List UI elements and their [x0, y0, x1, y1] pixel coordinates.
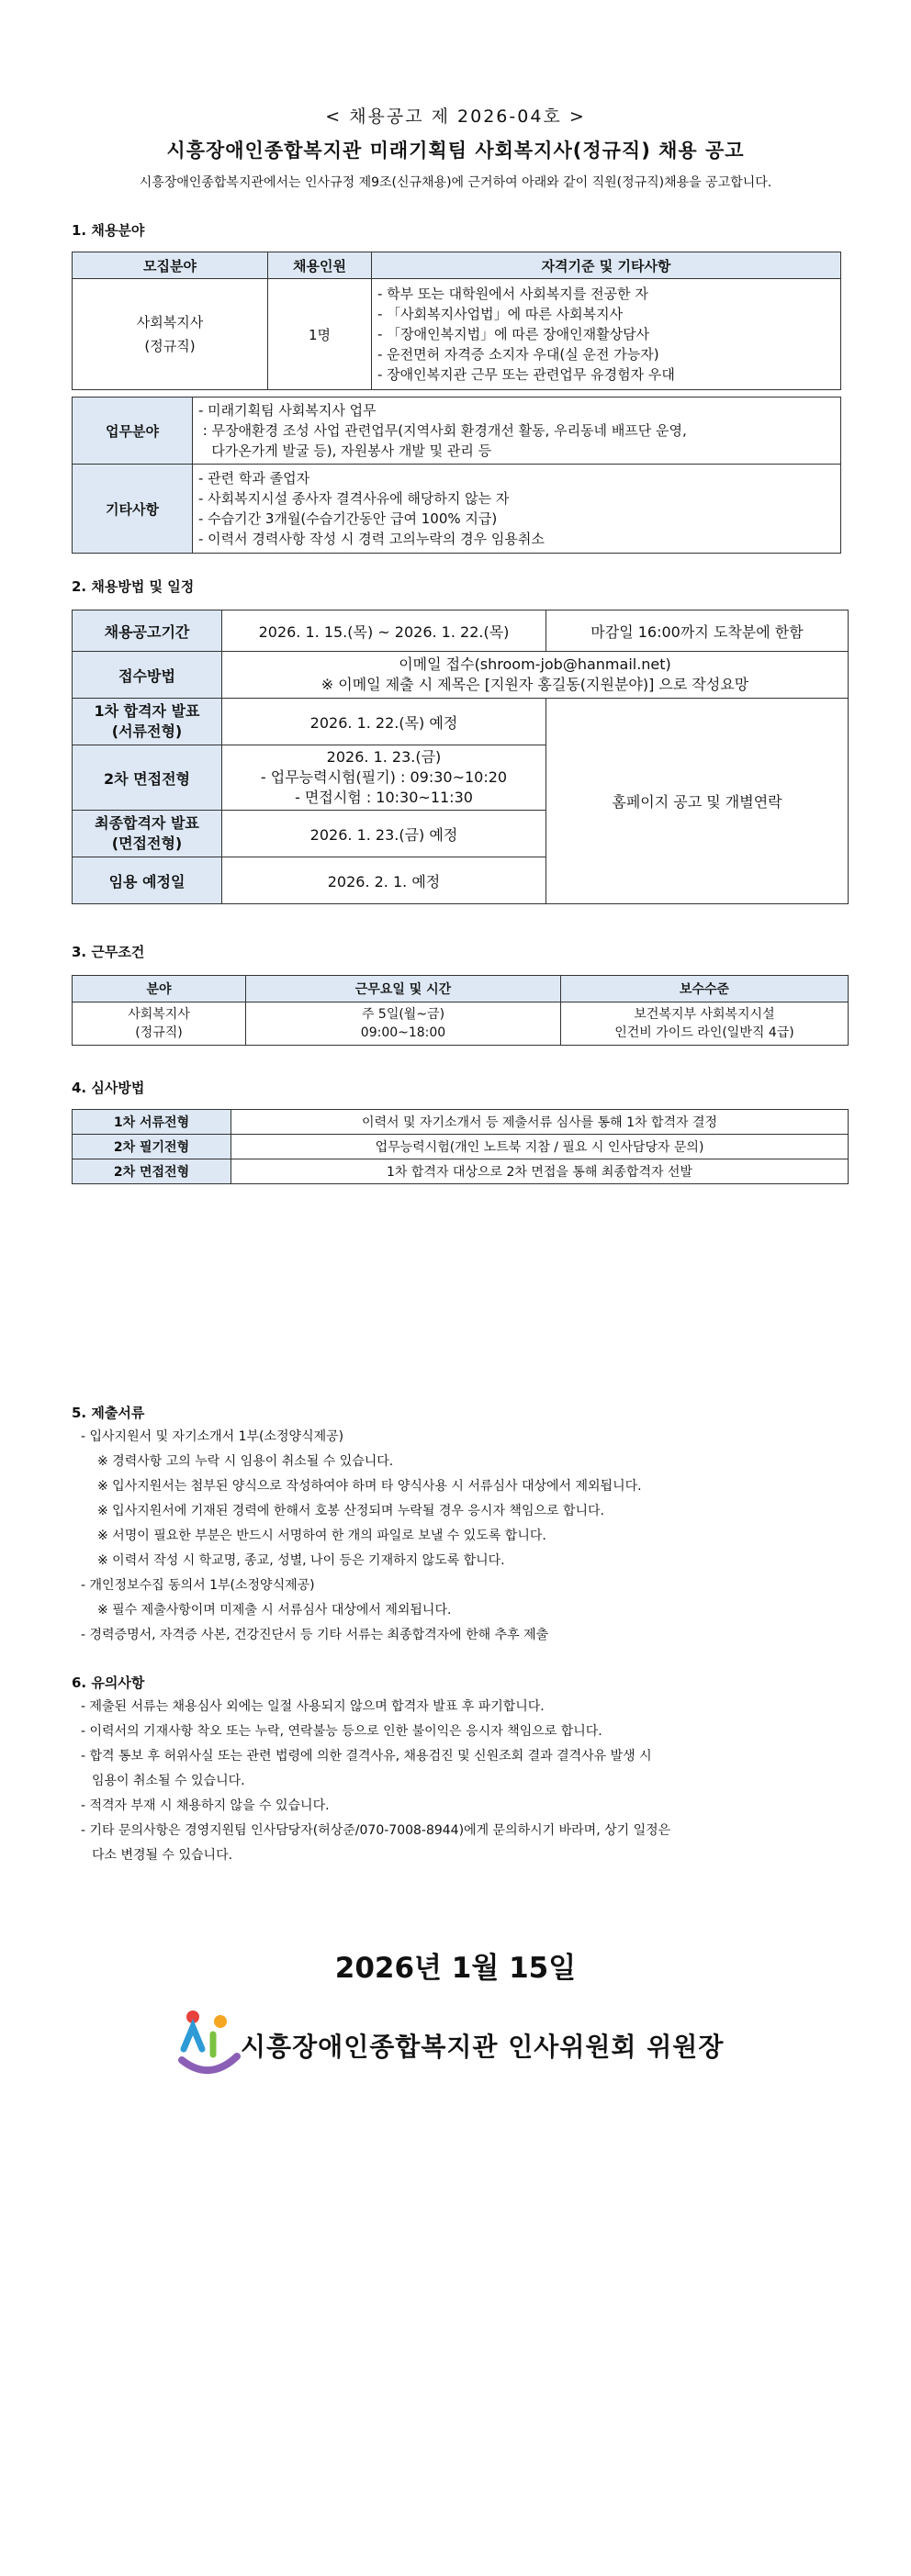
- review-label: 2차 필기전형: [73, 1135, 231, 1159]
- list-item: ※ 이력서 작성 시 학교명, 종교, 성별, 나이 등은 기재하지 않도록 합니다.: [97, 1553, 505, 1568]
- position-name: 사회복지사: [136, 314, 204, 330]
- page-title: 시흥장애인종합복지관 미래기획팀 사회복지사(정규직) 채용 공고: [166, 140, 745, 162]
- interview-cell: [222, 745, 546, 811]
- list-item: ※ 필수 제출사항이며 미제출 시 서류심사 대상에서 제외됩니다.: [97, 1603, 452, 1618]
- list-item: ※ 입사지원서에 기재된 경력에 한해서 호봉 산정되며 누락될 경우 응시자 책임으로 합니다.: [97, 1504, 604, 1518]
- notice-number: < 채용공고 제 2026-04호 >: [325, 106, 586, 127]
- duty-line: - 미래기획팀 사회복지사 업무: [198, 402, 377, 419]
- count-cell: 1명: [268, 279, 372, 390]
- list-item: - 이력서의 기재사항 착오 또는 누락, 연락불능 등으로 인한 불이익은 응시자 책임으로 합니다.: [81, 1724, 602, 1739]
- col-header-pay: 보수수준: [561, 976, 849, 1002]
- hours-cell: [246, 1002, 561, 1046]
- schedule-label-main: 최종합격자 발표: [95, 814, 199, 832]
- qualification-line: - 「사회복지사업법」에 따른 사회복지사: [377, 306, 624, 322]
- etc-line: - 사회복지시설 종사자 결격사유에 해당하지 않는 자: [198, 490, 510, 507]
- qualification-line: - 「장애인복지법」에 따른 장애인재활상담사: [377, 326, 650, 342]
- section2-heading: 2. 채용방법 및 일정: [72, 578, 195, 595]
- list-item: - 합격 통보 후 허위사실 또는 관련 법령에 의한 결격사유, 채용검진 및 신원조회 결과 결격사유 발생 시: [81, 1749, 652, 1764]
- field-type: (정규직): [135, 1025, 183, 1040]
- list-item: ※ 서명이 필요한 부분은 반드시 서명하여 한 개의 파일로 보낼 수 있도록 합니다.: [97, 1529, 546, 1543]
- pay-guide: 인건비 가이드 라인(일반직 4급): [614, 1025, 794, 1040]
- list-item: 다소 변경될 수 있습니다.: [92, 1848, 233, 1863]
- pay-level: 보건복지부 사회복지시설: [634, 1007, 775, 1022]
- schedule-label: 2차 면접전형: [73, 745, 222, 811]
- schedule-value: 2026. 1. 15.(목) ~ 2026. 1. 22.(목): [222, 610, 546, 652]
- review-label: 1차 서류전형: [73, 1110, 231, 1135]
- pay-cell: [561, 1002, 849, 1046]
- welfare-center-logo-icon: [176, 2009, 242, 2077]
- interview-oral: - 면접시험 : 10:30~11:30: [295, 789, 473, 806]
- list-item: - 기타 문의사항은 경영지원팀 인사담당자(허상준/070-7008-8944)에게 문의하시기 바라며, 상기 일정은: [81, 1823, 671, 1838]
- logo-stroke: [184, 2027, 202, 2049]
- apply-email: 이메일 접수(shroom-job@hanmail.net): [399, 655, 671, 673]
- field-cell: [73, 1002, 246, 1046]
- duty-label: 업무분야: [73, 398, 193, 465]
- col-header-field: 분야: [73, 976, 246, 1002]
- review-method-table: [72, 1109, 849, 1184]
- work-hours: 09:00~18:00: [360, 1025, 446, 1040]
- schedule-label-main: 1차 합격자 발표: [94, 702, 200, 720]
- schedule-table: [72, 610, 849, 904]
- duty-line: 다가온가게 발굴 등), 자원봉사 개발 및 관리 등: [198, 442, 492, 459]
- work-days: 주 5일(월~금): [361, 1007, 445, 1022]
- schedule-label: 채용공고기간: [73, 610, 222, 652]
- signature: 시흥장애인종합복지관 인사위원회 위원장: [241, 2032, 725, 2062]
- submission-list: [72, 1425, 861, 1648]
- list-item: - 적격자 부재 시 채용하지 않을 수 있습니다.: [81, 1798, 330, 1813]
- section6-heading: 6. 유의사항: [72, 1674, 145, 1691]
- list-item: 임용이 취소될 수 있습니다.: [92, 1774, 245, 1788]
- qualification-line: - 장애인복지관 근무 또는 관련업무 유경험자 우대: [377, 366, 675, 383]
- list-item: - 경력증명서, 자격증 사본, 건강진단서 등 기타 서류는 최종합격자에 한해 추후 제출: [81, 1628, 549, 1642]
- section3-heading: 3. 근무조건: [72, 944, 145, 960]
- duty-cell: [193, 398, 841, 465]
- col-header-qualification: 자격기준 및 기타사항: [372, 252, 841, 279]
- qualification-line: - 학부 또는 대학원에서 사회복지를 전공한 자: [377, 286, 648, 302]
- list-item: - 입사지원서 및 자기소개서 1부(소정양식제공): [81, 1429, 344, 1444]
- apply-method-cell: [222, 652, 849, 699]
- position-type: (정규직): [144, 338, 196, 354]
- col-header-hours: 근무요일 및 시간: [246, 976, 561, 1002]
- review-label: 2차 면접전형: [73, 1159, 231, 1184]
- review-value: 이력서 및 자기소개서 등 제출서류 심사를 통해 1차 합격자 결정: [231, 1110, 849, 1135]
- etc-label: 기타사항: [73, 465, 193, 554]
- interview-written: - 업무능력시험(필기) : 09:30~10:20: [260, 768, 508, 786]
- etc-cell: [193, 465, 841, 554]
- logo-stroke: [182, 2056, 237, 2070]
- announcement-date: 2026년 1월 15일: [334, 1952, 577, 1985]
- schedule-label: [73, 811, 222, 857]
- etc-line: - 관련 학과 졸업자: [198, 470, 310, 487]
- review-value: 1차 합격자 대상으로 2차 면접을 통해 최종합격자 선발: [231, 1159, 849, 1184]
- qualification-cell: [372, 279, 841, 390]
- col-header-field: 모집분야: [73, 252, 268, 279]
- schedule-value: 2026. 1. 22.(목) 예정: [222, 699, 546, 745]
- schedule-label-sub: (서류전형): [111, 722, 183, 740]
- position-cell: [73, 279, 268, 390]
- list-item: - 개인정보수집 동의서 1부(소정양식제공): [81, 1578, 315, 1593]
- duty-line: : 무장애환경 조성 사업 관련업무(지역사회 환경개선 활동, 우리동네 배프단 운영,: [198, 422, 687, 439]
- schedule-value: 2026. 1. 23.(금) 예정: [222, 811, 546, 857]
- list-item: ※ 경력사항 고의 누락 시 임용이 취소될 수 있습니다.: [97, 1454, 394, 1469]
- review-value: 업무능력시험(개인 노트북 지참 / 필요 시 인사담당자 문의): [231, 1135, 849, 1159]
- schedule-label: [73, 699, 222, 745]
- merged-note: 홈페이지 공고 및 개별연락: [546, 699, 849, 904]
- schedule-label: 임용 예정일: [73, 857, 222, 904]
- etc-line: - 수습기간 3개월(수습기간동안 급여 100% 지급): [198, 510, 498, 527]
- section4-heading: 4. 심사방법: [72, 1080, 145, 1096]
- field-name: 사회복지사: [128, 1007, 190, 1022]
- schedule-value: 2026. 2. 1. 예정: [222, 857, 546, 904]
- apply-email-note: ※ 이메일 제출 시 제목은 [지원자 홍길동(지원분야)] 으로 작성요망: [321, 676, 749, 693]
- duty-etc-table: [72, 397, 841, 554]
- logo-dot: [214, 2015, 227, 2028]
- etc-line: - 이력서 경력사항 작성 시 경력 고의누락의 경우 임용취소: [198, 531, 545, 547]
- qualification-line: - 운전면허 자격증 소지자 우대(실 운전 가능자): [377, 346, 659, 363]
- list-item: - 제출된 서류는 채용심사 외에는 일절 사용되지 않으며 합격자 발표 후 파기합니다.: [81, 1699, 545, 1714]
- intro-text: 시흥장애인종합복지관에서는 인사규정 제9조(신규채용)에 근거하여 아래와 같이 직원(정규직)채용을 공고합니다.: [139, 175, 772, 190]
- section5-heading: 5. 제출서류: [72, 1405, 145, 1421]
- schedule-label: 접수방법: [73, 652, 222, 699]
- caution-list: [72, 1695, 861, 1868]
- recruit-field-table: [72, 252, 841, 390]
- schedule-note: 마감일 16:00까지 도착분에 한함: [546, 610, 849, 652]
- interview-date: 2026. 1. 23.(금): [326, 748, 442, 766]
- col-header-count: 채용인원: [268, 252, 372, 279]
- schedule-label-sub: (면접전형): [111, 834, 183, 852]
- work-condition-table: [72, 975, 849, 1046]
- list-item: ※ 입사지원서는 첨부된 양식으로 작성하여야 하며 타 양식사용 시 서류심사 대상에서 제외됩니다.: [97, 1479, 642, 1494]
- section1-heading: 1. 채용분야: [72, 222, 145, 239]
